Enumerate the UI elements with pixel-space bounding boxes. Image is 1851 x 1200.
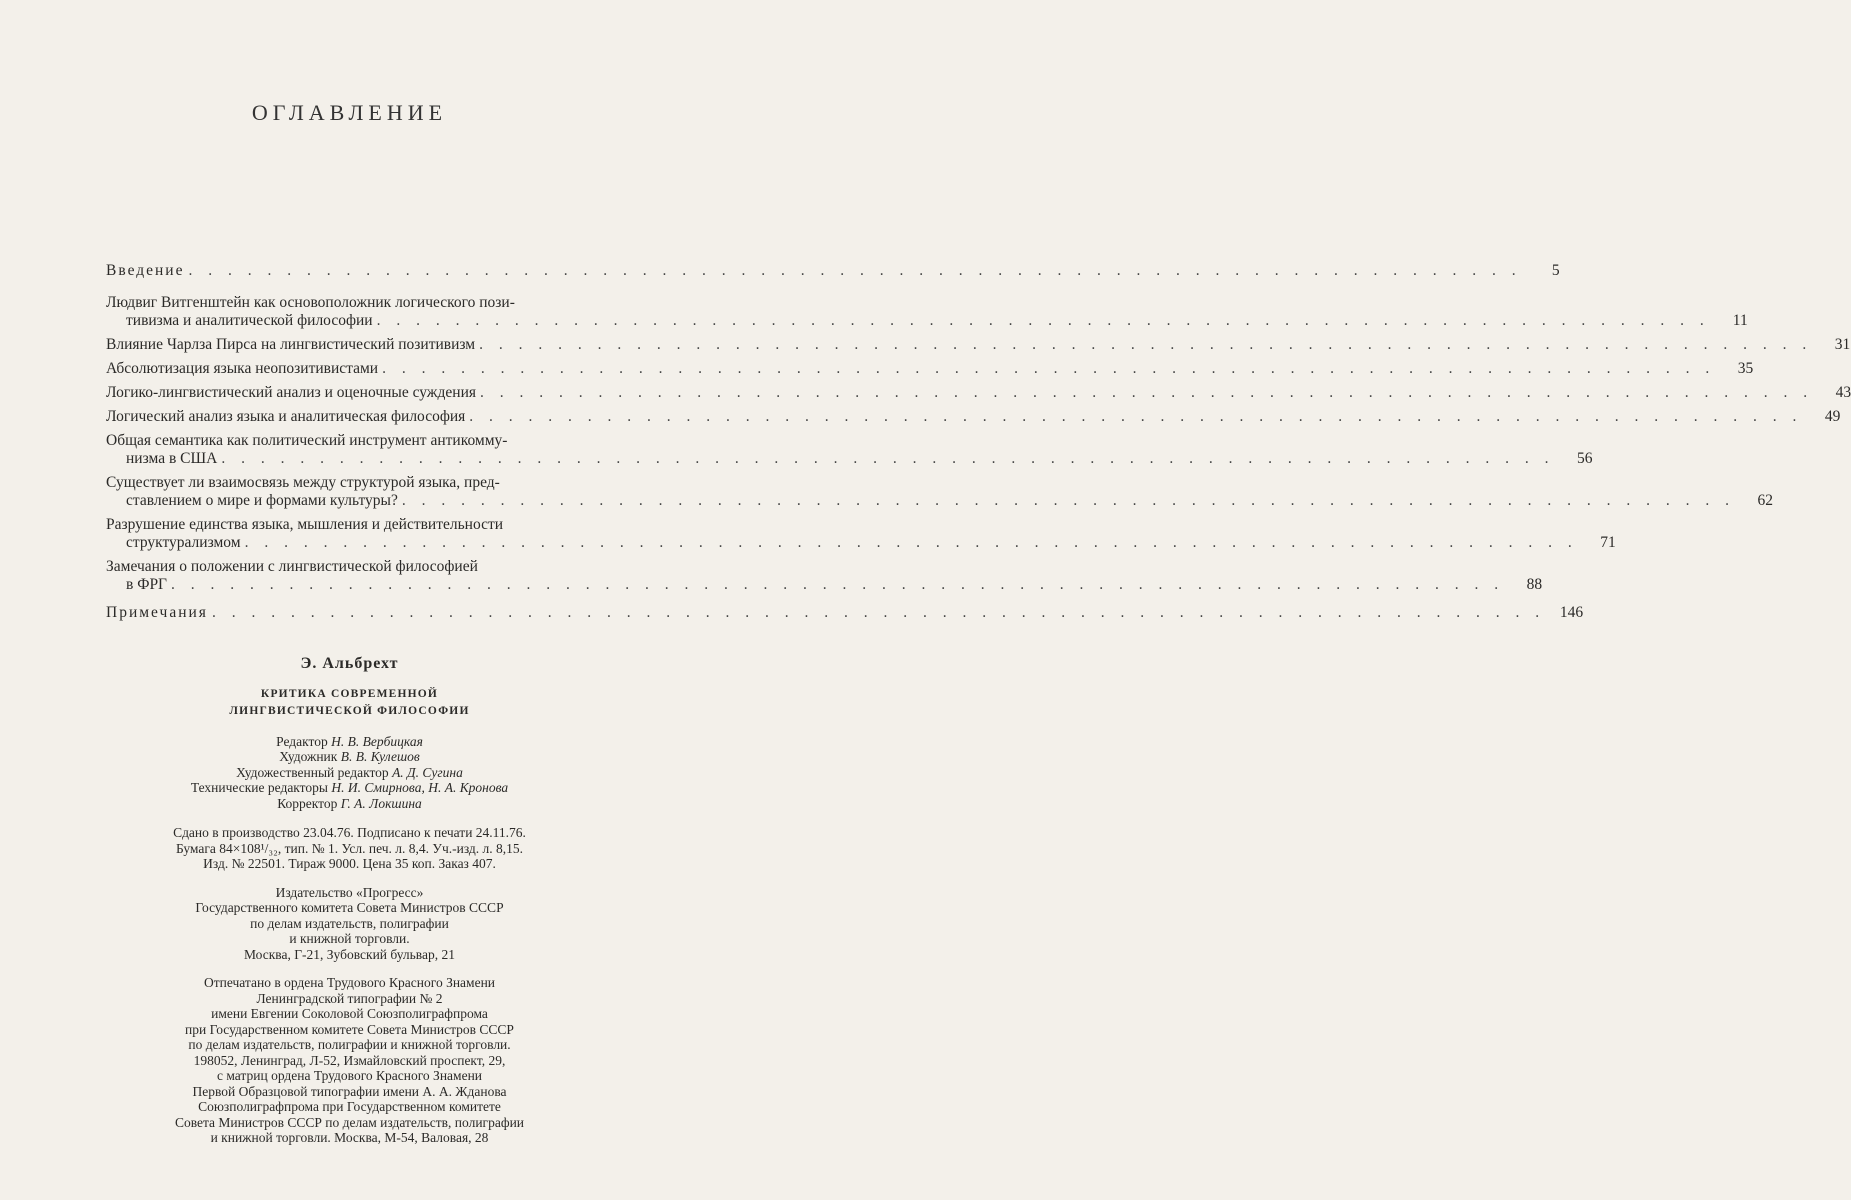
book-title-line: КРИТИКА СОВРЕМЕННОЙ — [260, 687, 439, 700]
credit-line — [0, 780, 699, 796]
credit-line — [0, 796, 699, 812]
printer-line: 198052, Ленинград, Л-52, Измайловский проспект, 29, — [193, 1052, 506, 1068]
dot-leader — [188, 262, 1521, 280]
toc-page-number: 49 — [1824, 408, 1841, 425]
credit-name: Н. И. Смирнова, Н. А. Кронова — [331, 780, 509, 795]
print-info — [0, 825, 699, 872]
credit-line — [0, 765, 699, 781]
dot-leader — [480, 384, 1813, 402]
toc-page-number: 43 — [1835, 384, 1851, 401]
credits — [0, 734, 699, 812]
print-info-line: Изд. № 22501. Тираж 9000. Цена 35 коп. Заказ 407. — [203, 856, 496, 871]
credit-line — [0, 749, 699, 765]
toc-entry — [106, 408, 1841, 426]
credit-line — [0, 734, 699, 750]
publisher-line: Государственного комитета Совета Министров СССР — [195, 900, 504, 915]
toc-entry — [106, 474, 1773, 510]
toc-entry-text: Введение — [106, 262, 185, 279]
toc-page-number: 31 — [1834, 336, 1851, 353]
toc-entry-text: Примечания — [106, 604, 208, 621]
toc-entry-text: тивизма и аналитической философии — [126, 312, 373, 329]
publisher-line: Москва, Г-21, Зубовский бульвар, 21 — [243, 946, 455, 962]
printer-line: Ленинградской типографии № 2 — [256, 990, 443, 1006]
printer-line: при Государственном комитете Совета Министров СССР — [185, 1021, 514, 1037]
toc-entry-text: Логический анализ языка и аналитическая философия — [106, 408, 466, 425]
dot-leader — [245, 534, 1578, 552]
toc-entry — [106, 384, 1851, 402]
toc-page-number: 11 — [1732, 312, 1748, 329]
toc-entry — [106, 294, 1748, 330]
toc-entry-text: структурализмом — [126, 534, 241, 551]
publisher-info — [0, 885, 699, 963]
toc-entry-text: в ФРГ — [126, 576, 168, 593]
credit-role: Художественный редактор — [236, 764, 389, 780]
toc-entry-text: Логико-лингвистический анализ и оценочные суждения — [106, 384, 476, 401]
colophon — [0, 656, 699, 1159]
printer-info — [0, 975, 699, 1146]
credit-role: Корректор — [277, 795, 338, 811]
toc-page-number: 35 — [1737, 360, 1754, 377]
credit-name: Г. А. Локшина — [340, 795, 422, 811]
dot-leader — [402, 492, 1735, 510]
dot-leader — [479, 336, 1812, 354]
book-title — [0, 686, 699, 720]
credit-role: Технические редакторы — [190, 780, 328, 795]
publisher-line: по делам издательств, полиграфии — [250, 915, 449, 931]
toc-entry — [106, 604, 1584, 622]
toc-entry-text: Разрушение единства языка, мышления и действительности — [106, 516, 504, 533]
toc-entry-text: Абсолютизация языка неопозитивистами — [106, 360, 379, 377]
toc-entry-text: ставлением о мире и формами культуры? — [126, 492, 398, 509]
printer-line: Союзполиграфпрома при Государственном комитете — [198, 1099, 501, 1114]
dot-leader — [469, 408, 1802, 426]
printer-line: Первой Образцовой типографии имени А. А. Жданова — [192, 1083, 507, 1099]
toc-entry-text: Влияние Чарлза Пирса на лингвистический позитивизм — [106, 336, 476, 353]
printer-line: с матриц ордена Трудового Красного Знамени — [216, 1068, 483, 1083]
toc-page-number: 71 — [1600, 534, 1616, 551]
toc-entry — [106, 262, 1560, 280]
credit-name: Н. В. Вербицкая — [331, 733, 423, 749]
credit-role: Художник — [279, 749, 338, 764]
toc-entry — [106, 558, 1543, 594]
printer-line: Совета Министров СССР по делам издательств, полиграфии — [174, 1114, 525, 1130]
toc-entry-text: Замечания о положении с лингвистической философией — [106, 558, 478, 575]
toc-entry-text: Людвиг Витгенштейн как основоположник логического пози- — [106, 294, 515, 311]
dot-leader — [212, 604, 1545, 622]
credit-name: А. Д. Сугина — [392, 764, 463, 780]
toc-entry — [106, 336, 1851, 354]
printer-line: по делам издательств, полиграфии и книжной торговли. — [188, 1037, 511, 1052]
toc-entry-text: Существует ли взаимосвязь между структурой языка, пред- — [106, 474, 500, 491]
toc-entry-text: Общая семантика как политический инструмент антикомму- — [106, 432, 508, 449]
print-info-line: Сдано в производство 23.04.76. Подписано к печати 24.11.76. — [173, 825, 526, 840]
dot-leader — [221, 450, 1554, 468]
table-of-contents — [106, 256, 1851, 622]
credit-role: Редактор — [276, 733, 328, 749]
toc-page-number: 56 — [1576, 450, 1593, 467]
toc-entry — [106, 432, 1593, 468]
printer-line: и книжной торговли. Москва, М-54, Валовая, 28 — [210, 1130, 489, 1145]
toc-page-number: 146 — [1559, 604, 1584, 621]
print-info-line: Бумага 84×108¹/₃₂, тип. № 1. Усл. печ. л. 8,4. Уч.-изд. л. 8,15. — [175, 840, 524, 856]
credit-name: В. В. Кулешов — [340, 749, 420, 764]
publisher-line: Издательство «Прогресс» — [275, 884, 424, 900]
book-title-line: ЛИНГВИСТИЧЕСКОЙ ФИЛОСОФИИ — [229, 704, 470, 717]
dot-leader — [382, 360, 1715, 378]
toc-entry-text: низма в США — [126, 450, 218, 467]
toc-page-number: 88 — [1526, 576, 1543, 593]
dot-leader — [377, 312, 1710, 330]
publisher-line: и книжной торговли. — [289, 931, 410, 946]
printer-line: Отпечатано в ордена Трудового Красного Знамени — [203, 975, 496, 990]
dot-leader — [171, 576, 1504, 594]
author-name: Э. Альбрехт — [300, 655, 399, 672]
toc-page-number: 62 — [1757, 492, 1773, 509]
printer-line: имени Евгении Соколовой Союзполиграфпрома — [211, 1006, 488, 1021]
toc-entry — [106, 360, 1754, 378]
toc-entry — [106, 516, 1616, 552]
toc-page-number: 5 — [1551, 262, 1560, 279]
page-title: ОГЛАВЛЕНИЕ — [251, 100, 448, 125]
